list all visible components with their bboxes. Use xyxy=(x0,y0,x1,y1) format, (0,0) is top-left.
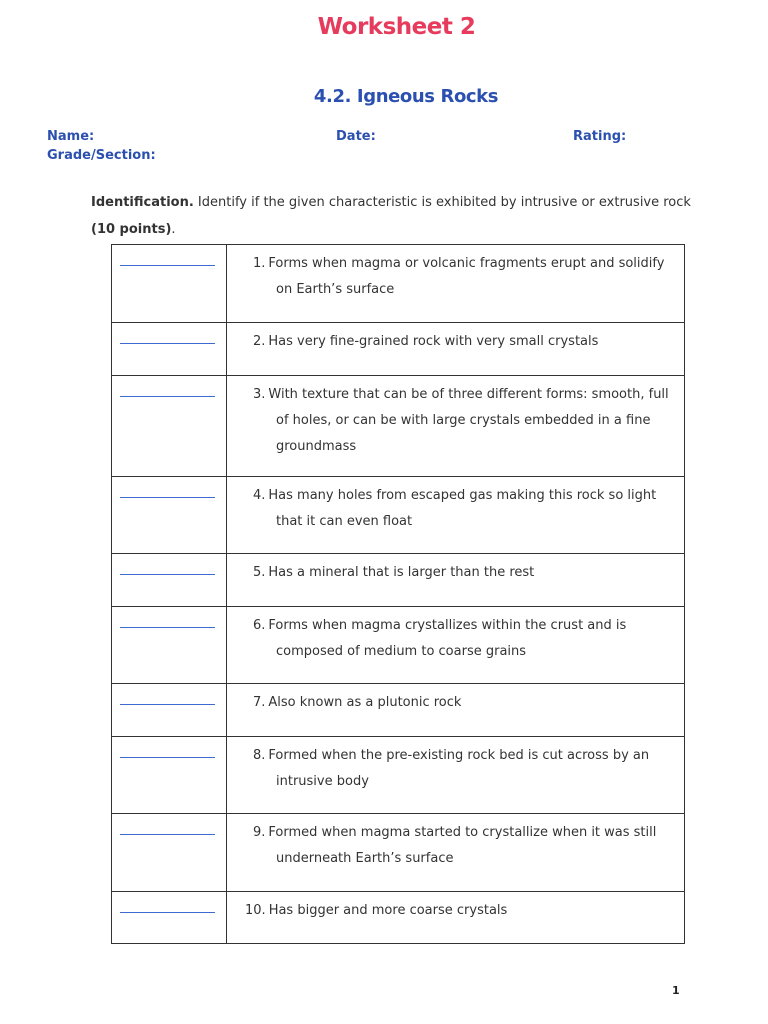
question-number: 7. xyxy=(253,695,266,710)
table-row xyxy=(112,477,685,554)
table-row xyxy=(112,684,685,737)
answer-blank[interactable] xyxy=(120,627,215,628)
question-number: 5. xyxy=(253,565,266,580)
question-cell xyxy=(227,245,685,323)
question-cell xyxy=(227,607,685,684)
answer-cell[interactable] xyxy=(112,737,227,814)
question-number: 2. xyxy=(253,334,266,349)
answer-cell[interactable] xyxy=(112,376,227,477)
question-cell xyxy=(227,684,685,737)
instructions-body: Identify if the given characteristic is exhibited by intrusive or extrusive rock xyxy=(193,195,691,210)
question-cell xyxy=(227,376,685,477)
question-text: Has very fine-grained rock with very small crystals xyxy=(268,334,599,349)
lesson-subtitle: 4.2. Igneous Rocks xyxy=(313,86,499,107)
table-row xyxy=(112,737,685,814)
question-text: With texture that can be of three different forms: smooth, full of holes, or can be with large crystals embedded in a fine groundmass xyxy=(268,387,669,454)
answer-cell[interactable] xyxy=(112,323,227,376)
instructions-end: . xyxy=(171,222,176,237)
instructions-points: (10 points) xyxy=(91,222,172,237)
table-row xyxy=(112,245,685,323)
date-label: Date: xyxy=(336,129,376,144)
question-cell xyxy=(227,477,685,554)
table-row xyxy=(112,814,685,892)
question-text: Formed when the pre-existing rock bed is cut across by an intrusive body xyxy=(268,748,650,789)
answer-blank[interactable] xyxy=(120,834,215,835)
table-row xyxy=(112,607,685,684)
instructions-lead: Identification. xyxy=(91,195,194,210)
question-text: Forms when magma or volcanic fragments erupt and solidify on Earth’s surface xyxy=(268,256,665,297)
answer-cell[interactable] xyxy=(112,814,227,892)
answer-blank[interactable] xyxy=(120,704,215,705)
answer-cell[interactable] xyxy=(112,607,227,684)
table-row xyxy=(112,323,685,376)
question-cell xyxy=(227,737,685,814)
question-cell xyxy=(227,892,685,944)
answer-cell[interactable] xyxy=(112,892,227,944)
question-text: Has a mineral that is larger than the rest xyxy=(268,565,535,580)
answer-cell[interactable] xyxy=(112,245,227,323)
answer-cell[interactable] xyxy=(112,477,227,554)
answer-blank[interactable] xyxy=(120,912,215,913)
answer-blank[interactable] xyxy=(120,343,215,344)
answer-blank[interactable] xyxy=(120,574,215,575)
question-number: 1. xyxy=(253,256,266,271)
answer-cell[interactable] xyxy=(112,554,227,607)
table-row xyxy=(112,892,685,944)
answer-blank[interactable] xyxy=(120,396,215,397)
question-number: 9. xyxy=(253,825,266,840)
question-cell xyxy=(227,814,685,892)
answer-blank[interactable] xyxy=(120,265,215,266)
answer-blank[interactable] xyxy=(120,757,215,758)
identification-table xyxy=(111,244,685,944)
page-number: 1 xyxy=(672,984,680,997)
question-text: Has many holes from escaped gas making this rock so light that it can even float xyxy=(268,488,657,529)
grade-section-label: Grade/Section: xyxy=(47,148,156,163)
question-text: Has bigger and more coarse crystals xyxy=(268,903,508,918)
question-cell xyxy=(227,323,685,376)
table-row xyxy=(112,376,685,477)
name-label: Name: xyxy=(47,129,95,144)
rating-label: Rating: xyxy=(573,129,627,144)
question-text: Formed when magma started to crystallize when it was still underneath Earth’s surface xyxy=(268,825,657,866)
answer-blank[interactable] xyxy=(120,497,215,498)
question-cell xyxy=(227,554,685,607)
table-row xyxy=(112,554,685,607)
answer-cell[interactable] xyxy=(112,684,227,737)
question-number: 8. xyxy=(253,748,266,763)
instructions xyxy=(91,189,691,243)
question-number: 10. xyxy=(245,903,266,918)
question-text: Also known as a plutonic rock xyxy=(268,695,462,710)
worksheet-title: Worksheet 2 xyxy=(317,14,476,40)
question-number: 6. xyxy=(253,618,266,633)
question-number: 4. xyxy=(253,488,266,503)
question-text: Forms when magma crystallizes within the crust and is composed of medium to coarse grains xyxy=(268,618,627,659)
question-number: 3. xyxy=(253,387,266,402)
